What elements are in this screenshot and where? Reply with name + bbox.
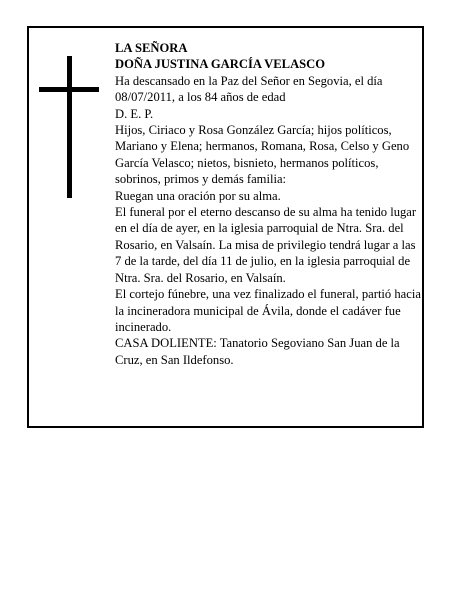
notice-title-name: DOÑA JUSTINA GARCÍA VELASCO	[115, 57, 326, 72]
cross-vertical-bar	[67, 56, 72, 198]
notice-funeral: El funeral por el eterno descanso de su alma ha tenido lugar en el día de ayer, en la iglesia parroquial de Ntra. Sra. del Rosario, en Valsaín. La misa de privilegio tendrá lugar a las 7 de la tarde, del día 11 de julio, en la iglesia parroquial de Ntra. Sra. del Rosario, en Valsaín.	[115, 205, 417, 285]
notice-family: Hijos, Ciriaco y Rosa González García; hijos políticos, Mariano y Elena; hermanos, Romana, Rosa, Celso y Geno García Velasco; nietos, bisnieto, hermanos políticos, sobrinos, primos y demás familia:	[115, 123, 410, 187]
notice-prayer: Ruegan una oración por su alma.	[115, 188, 281, 203]
notice-text	[115, 40, 421, 368]
notice-title-line1: LA SEÑORA	[115, 41, 188, 55]
cross-horizontal-bar	[39, 87, 99, 92]
notice-dep: D. E. P.	[115, 106, 154, 121]
notice-cortege: El cortejo fúnebre, una vez finalizado el funeral, partió hacia la incineradora municipal de Ávila, donde el cadáver fue incinerado.	[115, 287, 421, 334]
obituary-notice	[27, 26, 424, 428]
notice-intro: Ha descansado en la Paz del Señor en Segovia, el día 08/07/2011, a los 84 años de edad	[115, 73, 383, 105]
cross-icon	[39, 56, 99, 198]
notice-house: CASA DOLIENTE: Tanatorio Segoviano San Juan de la Cruz, en San Ildefonso.	[115, 336, 400, 367]
